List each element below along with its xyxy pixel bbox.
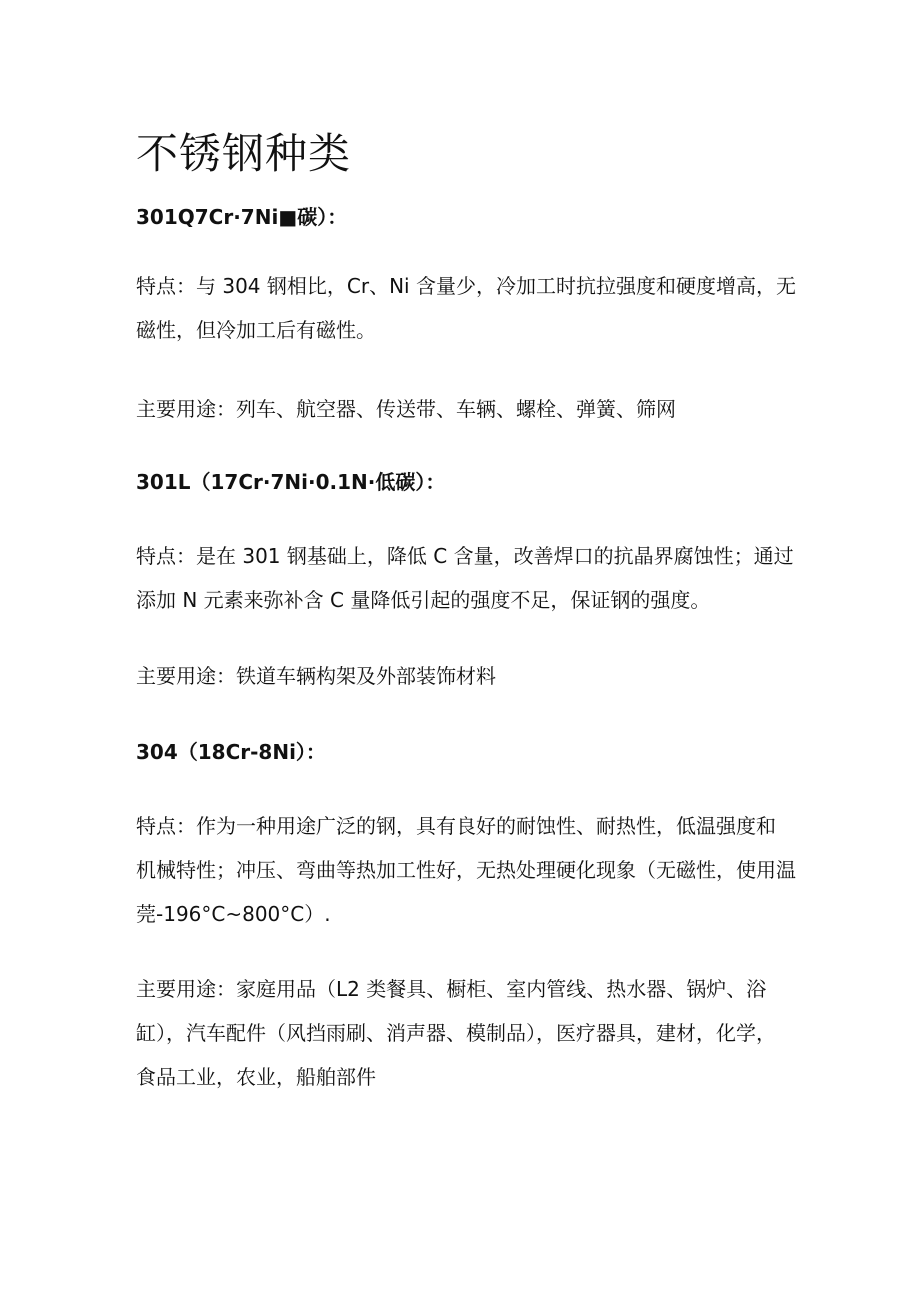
section-heading-301l: 301L（17Cr·7Ni·0.1N·低碳）： (136, 470, 446, 494)
paragraph-line: 机械特性；冲压、弯曲等热加工性好，无热处理硬化现象（无磁性，使用温 (136, 858, 796, 882)
paragraph-line: 主要用途：家庭用品（L2 类餐具、橱柜、室内管线、热水器、锅炉、浴 (136, 977, 767, 1001)
section-304-uses (136, 975, 796, 1091)
section-301l-features (136, 542, 796, 614)
section-301-uses (136, 395, 796, 423)
section-heading-301: 301Q7Cr·7Ni■碳）： (136, 205, 348, 229)
paragraph-line: 莞-196°C~800°C）. (136, 902, 331, 926)
paragraph-line: 缸），汽车配件（风挡雨刷、消声器、模制品），医疗器具，建材，化学， (136, 1021, 776, 1045)
page-title: 不锈钢种类 (136, 129, 352, 178)
paragraph-line: 特点：作为一种用途广泛的钢，具有良好的耐蚀性、耐热性，低温强度和 (136, 814, 776, 838)
paragraph-line: 主要用途：铁道车辆构架及外部装饰材料 (136, 664, 496, 688)
section-heading-304: 304（18Cr-8Ni）： (136, 740, 326, 764)
paragraph-line: 特点：是在 301 钢基础上，降低 C 含量，改善焊口的抗晶界腐蚀性；通过 (136, 544, 794, 568)
paragraph-line: 食品工业，农业，船舶部件 (136, 1065, 376, 1089)
section-304-features (136, 812, 796, 928)
section-301-features (136, 272, 796, 344)
paragraph-line: 磁性，但冷加工后有磁性。 (136, 318, 376, 342)
paragraph-line: 主要用途：列车、航空器、传送带、车辆、螺栓、弹簧、筛网 (136, 397, 676, 421)
paragraph-line: 特点：与 304 钢相比，Cr、Ni 含量少，冷加工时抗拉强度和硬度增高，无 (136, 274, 796, 298)
section-301l-uses (136, 662, 796, 690)
paragraph-line: 添加 N 元素来弥补含 C 量降低引起的强度不足，保证钢的强度。 (136, 588, 711, 612)
